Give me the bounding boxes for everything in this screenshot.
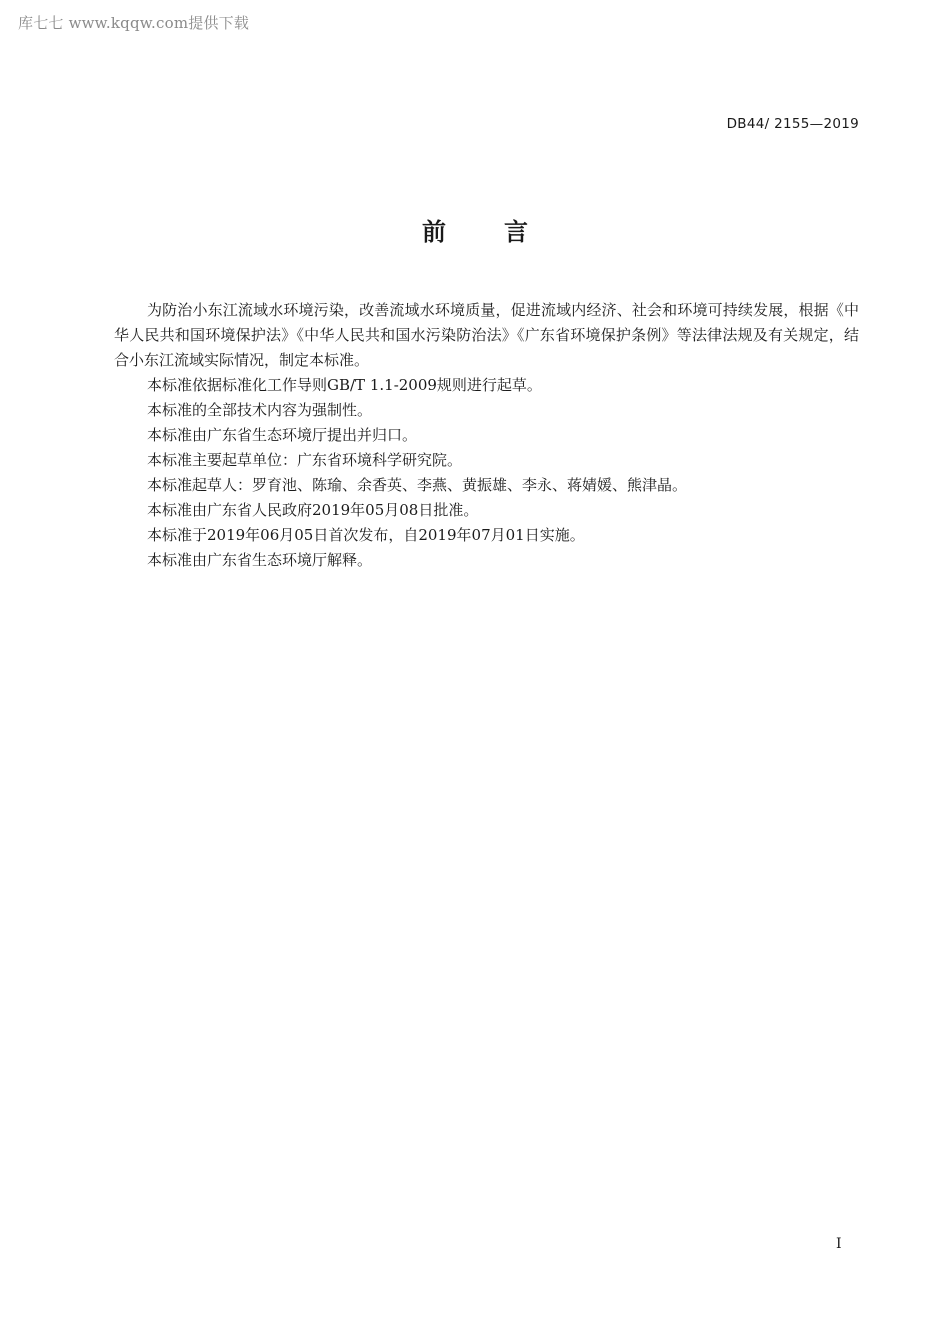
paragraph-proposer: 本标准由广东省生态环境厅提出并归口。 (147, 426, 418, 444)
standard-code: DB44/ 2155—2019 (726, 116, 859, 132)
paragraph-drafting-rules: 本标准依据标准化工作导则GB/T 1.1-2009规则进行起草。 (147, 376, 542, 394)
page-number: I (836, 1236, 842, 1252)
foreword-body (114, 298, 859, 573)
paragraph-purpose: 为防治小东江流域水环境污染，改善流域水环境质量，促进流域内经济、社会和环境可持续发展，根据《中华人民共和国环境保护法》《中华人民共和国水污染防治法》《广东省环境保护条例》等法律法规及有关规定，结合小东江流域实际情况，制定本标准。 (114, 301, 859, 369)
paragraph-drafting-unit: 本标准主要起草单位：广东省环境科学研究院。 (147, 451, 463, 469)
watermark-text: 库七七 www.kqqw.com提供下载 (18, 14, 250, 32)
paragraph-release: 本标准于2019年06月05日首次发布，自2019年07月01日实施。 (147, 526, 585, 544)
page-title: 前言 (422, 218, 586, 246)
paragraph-interpretation: 本标准由广东省生态环境厅解释。 (147, 551, 373, 569)
paragraph-approval: 本标准由广东省人民政府2019年05月08日批准。 (147, 501, 479, 519)
paragraph-drafters: 本标准起草人：罗育池、陈瑜、余香英、李燕、黄振雄、李永、蒋婧媛、熊津晶。 (147, 476, 688, 494)
paragraph-mandatory: 本标准的全部技术内容为强制性。 (147, 401, 373, 419)
